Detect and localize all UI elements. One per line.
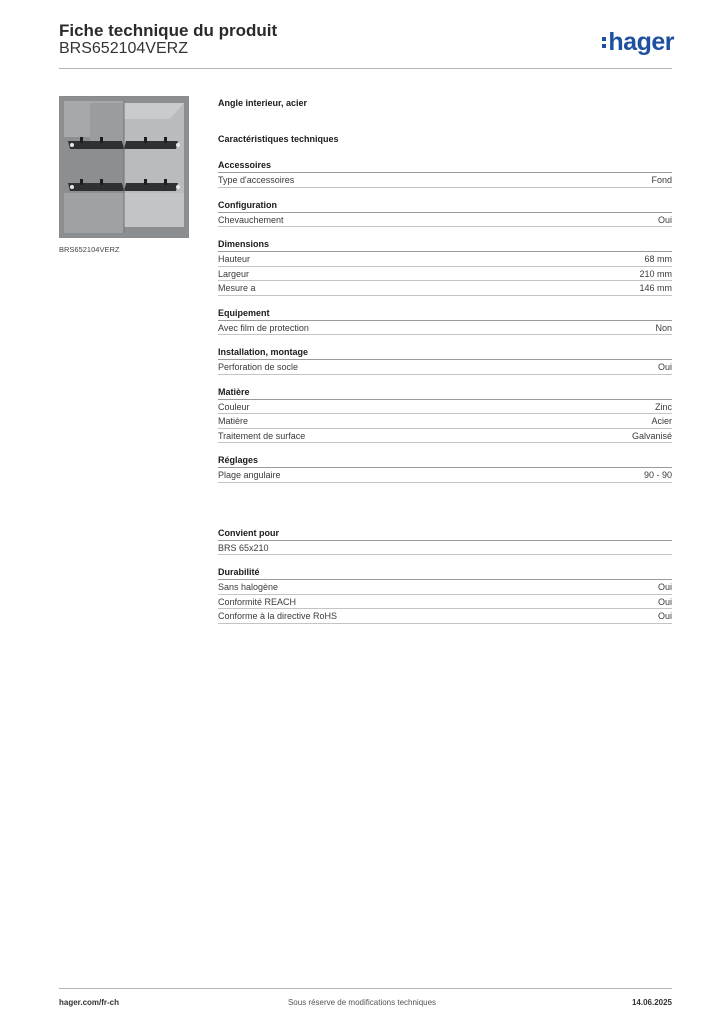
spec-title: Caractéristiques techniques xyxy=(218,134,339,144)
spec-label: Type d'accessoires xyxy=(218,175,295,185)
section-matiere xyxy=(218,385,672,444)
inner-angle-illustration-icon xyxy=(60,97,188,237)
spec-label: BRS 65x210 xyxy=(218,542,269,553)
spec-value: Oui xyxy=(657,582,672,592)
spec-row xyxy=(218,400,672,415)
spec-value: Galvanisé xyxy=(631,430,672,441)
spec-row xyxy=(218,468,672,483)
spec-row xyxy=(218,360,672,375)
spec-row xyxy=(218,252,672,267)
footer-divider xyxy=(59,988,672,989)
spec-label: Plage angulaire xyxy=(218,470,281,480)
footer-website[interactable]: hager.com/fr-ch xyxy=(59,998,120,1007)
section-title: Equipement xyxy=(218,306,672,321)
spec-label: Couleur xyxy=(218,401,250,412)
section-title: Réglages xyxy=(218,453,672,468)
section-title: Accessoires xyxy=(218,158,672,173)
spec-label: Largeur xyxy=(218,268,250,279)
spec-value: 210 mm xyxy=(639,268,672,279)
spec-row xyxy=(218,580,672,595)
spec-row xyxy=(218,267,672,282)
spec-row xyxy=(218,541,672,556)
spec-row xyxy=(218,609,672,624)
product-description: Angle interieur, acier xyxy=(218,98,308,108)
image-caption: BRS652104VERZ xyxy=(59,245,120,254)
spec-value: Oui xyxy=(657,362,672,372)
section-title: Durabilité xyxy=(218,565,672,580)
product-code: BRS652104VERZ xyxy=(59,40,188,57)
spec-label: Sans halogène xyxy=(218,582,279,592)
spec-label: Matière xyxy=(218,416,249,426)
spec-value: 146 mm xyxy=(639,283,672,293)
section-dimensions xyxy=(218,237,672,296)
logo-dots-icon xyxy=(602,37,606,48)
spec-value: Oui xyxy=(657,596,672,607)
spec-value: 90 - 90 xyxy=(643,470,672,480)
section-configuration xyxy=(218,198,672,228)
section-equipement xyxy=(218,306,672,336)
spec-value: Oui xyxy=(657,611,672,621)
spec-row xyxy=(218,173,672,188)
spec-label: Mesure a xyxy=(218,283,256,293)
spec-label: Conformité REACH xyxy=(218,596,297,607)
section-convient-pour xyxy=(218,526,672,556)
product-image xyxy=(59,96,189,238)
section-installation xyxy=(218,345,672,375)
document-title: Fiche technique du produit xyxy=(59,21,278,40)
section-title: Configuration xyxy=(218,198,672,213)
spec-label: Avec film de protection xyxy=(218,322,309,333)
section-reglages xyxy=(218,453,672,483)
spec-row xyxy=(218,321,672,336)
spec-label: Chevauchement xyxy=(218,214,284,225)
spec-row xyxy=(218,414,672,429)
spec-row xyxy=(218,595,672,610)
spec-label: Traitement de surface xyxy=(218,430,306,441)
section-title: Convient pour xyxy=(218,526,672,541)
spec-label: Perforation de socle xyxy=(218,362,299,372)
footer-date: 14.06.2025 xyxy=(631,998,672,1007)
spec-row xyxy=(218,429,672,444)
spec-row xyxy=(218,281,672,296)
spec-value: Acier xyxy=(651,416,672,426)
spec-value: 68 mm xyxy=(644,254,672,264)
section-durabilite xyxy=(218,565,672,624)
spec-value: Non xyxy=(655,322,672,333)
section-accessoires xyxy=(218,158,672,188)
footer-disclaimer: Sous réserve de modifications techniques xyxy=(287,998,437,1007)
hager-logo xyxy=(602,28,674,57)
spec-label: Conforme à la directive RoHS xyxy=(218,611,338,621)
section-title: Installation, montage xyxy=(218,345,672,360)
spec-value: Oui xyxy=(657,214,672,225)
spec-value: Fond xyxy=(651,175,672,185)
header-divider xyxy=(59,68,672,69)
specifications xyxy=(218,96,672,634)
spec-value: Zinc xyxy=(654,401,672,412)
section-title: Matière xyxy=(218,385,672,400)
section-title: Dimensions xyxy=(218,237,672,252)
spec-label: Hauteur xyxy=(218,254,251,264)
spec-row xyxy=(218,213,672,228)
logo-text: hager xyxy=(608,28,674,56)
